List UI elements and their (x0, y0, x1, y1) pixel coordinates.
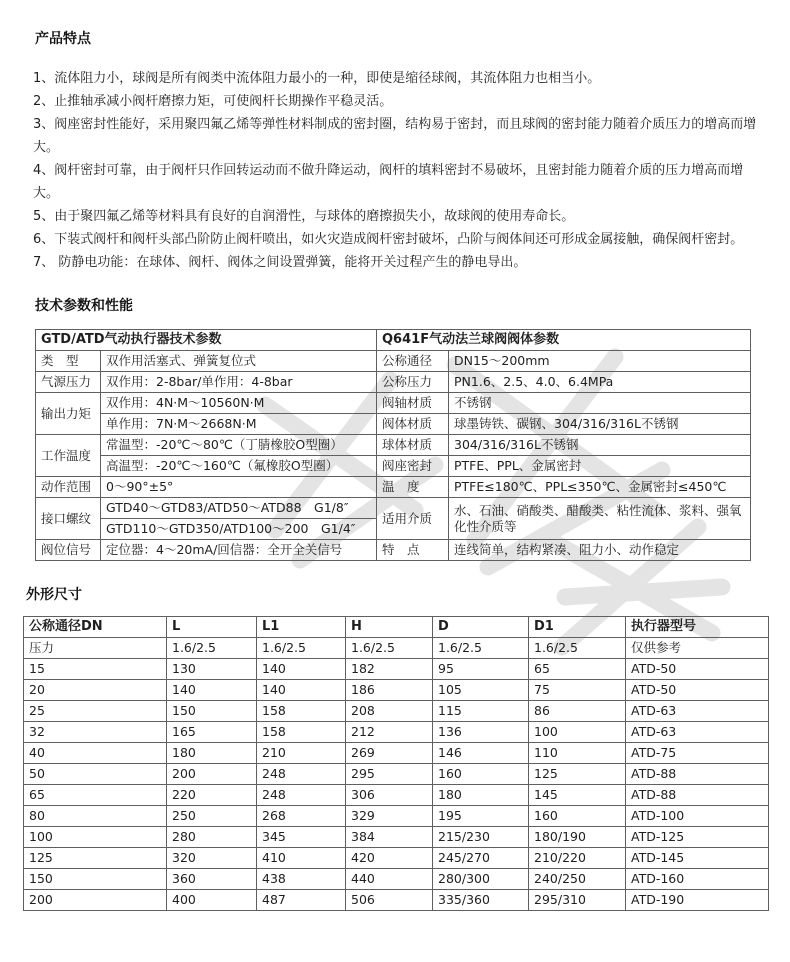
table-cell: 420 (346, 848, 433, 869)
table-cell: 295 (346, 764, 433, 785)
table-cell: 阀位信号 (36, 540, 101, 561)
table-cell: 186 (346, 680, 433, 701)
table-cell: 球墨铸铁、碳钢、304/316/316L不锈钢 (449, 414, 751, 435)
table-row (24, 701, 769, 722)
table-cell: 165 (167, 722, 257, 743)
table-cell: 145 (529, 785, 626, 806)
feature-item: 3、阀座密封性能好，采用聚四氟乙烯等弹性材料制成的密封圈，结构易于密封，而且球阀的密封能力随着介质压力的增高而增大。 (33, 117, 757, 155)
table-row (36, 414, 751, 435)
section-title-dimensions: 外形尺寸 (26, 587, 82, 603)
table-row (24, 890, 769, 911)
table-cell: D (433, 617, 529, 638)
table-cell: 210 (257, 743, 346, 764)
table-cell: 180/190 (529, 827, 626, 848)
table-cell: 100 (529, 722, 626, 743)
table-row (24, 722, 769, 743)
table-cell: 208 (346, 701, 433, 722)
feature-item: 1、流体阻力小，球阀是所有阀类中流体阻力最小的一种，即使是缩径球阀，其流体阻力也相当小。 (33, 71, 601, 86)
feature-item: 4、阀杆密封可靠，由于阀杆只作回转运动而不做升降运动，阀杆的填料密封不易破坏，且密封能力随着介质的压力增高而增大。 (33, 163, 744, 201)
table-row (24, 869, 769, 890)
table-cell: 320 (167, 848, 257, 869)
table-cell: 适用介质 (377, 498, 449, 540)
table-cell: 248 (257, 785, 346, 806)
table-cell: 双作用：2-8bar/单作用：4-8bar (101, 372, 377, 393)
table-cell: 不锈钢 (449, 393, 751, 414)
table-cell: 410 (257, 848, 346, 869)
table-cell: 压力 (24, 638, 167, 659)
table-cell: 140 (257, 680, 346, 701)
table-cell: ATD-63 (626, 722, 769, 743)
table-cell: 阀座密封 (377, 456, 449, 477)
table-cell: 类 型 (36, 351, 101, 372)
table-cell: 250 (167, 806, 257, 827)
table-cell: 105 (433, 680, 529, 701)
table-cell: 212 (346, 722, 433, 743)
table-row (24, 680, 769, 701)
table-cell: D1 (529, 617, 626, 638)
table-cell: ATD-190 (626, 890, 769, 911)
table-cell: 130 (167, 659, 257, 680)
table-cell: 195 (433, 806, 529, 827)
table-cell: 65 (24, 785, 167, 806)
table-cell: 295/310 (529, 890, 626, 911)
table-cell: 1.6/2.5 (529, 638, 626, 659)
table-cell: 双作用：4N·M～10560N·M (101, 393, 377, 414)
table-cell: 140 (257, 659, 346, 680)
table-cell: 20 (24, 680, 167, 701)
table-cell: ATD-88 (626, 785, 769, 806)
table-row (24, 743, 769, 764)
table-cell: 80 (24, 806, 167, 827)
table-cell: 487 (257, 890, 346, 911)
table-row (24, 848, 769, 869)
table-cell: 180 (433, 785, 529, 806)
table-row (36, 498, 751, 519)
table-cell: 125 (24, 848, 167, 869)
table-cell: 280/300 (433, 869, 529, 890)
table-cell: 32 (24, 722, 167, 743)
table-cell: 160 (433, 764, 529, 785)
table-cell: 球体材质 (377, 435, 449, 456)
table-cell: 65 (529, 659, 626, 680)
feature-list (33, 67, 758, 274)
table-cell: 248 (257, 764, 346, 785)
table-cell: 接口螺纹 (36, 498, 101, 540)
table-cell: 280 (167, 827, 257, 848)
table-cell: ATD-88 (626, 764, 769, 785)
table-cell: 仅供参考 (626, 638, 769, 659)
table-cell: 115 (433, 701, 529, 722)
table-cell: 240/250 (529, 869, 626, 890)
table-row (24, 764, 769, 785)
table-cell: 158 (257, 722, 346, 743)
table-cell: 动作范围 (36, 477, 101, 498)
table-cell: PTFE、PPL、金属密封 (449, 456, 751, 477)
table-cell: ATD-145 (626, 848, 769, 869)
table-row (36, 330, 751, 351)
table-cell: GTD110～GTD350/ATD100～200 G1/4″ (101, 519, 377, 540)
table-row (36, 351, 751, 372)
table-cell: 双作用活塞式、弹簧复位式 (101, 351, 377, 372)
table-cell: H (346, 617, 433, 638)
table-cell: 温 度 (377, 477, 449, 498)
table-row (36, 477, 751, 498)
table-cell: 阀轴材质 (377, 393, 449, 414)
table-cell: 440 (346, 869, 433, 890)
table-cell: 常温型：-20℃～80℃（丁腈橡胶O型圈） (101, 435, 377, 456)
table-cell: 气源压力 (36, 372, 101, 393)
table-cell: 400 (167, 890, 257, 911)
table-cell: ATD-50 (626, 680, 769, 701)
section-title-features: 产品特点 (35, 31, 91, 47)
table-cell: 506 (346, 890, 433, 911)
table-cell: L (167, 617, 257, 638)
table-cell: 146 (433, 743, 529, 764)
table-cell: ATD-100 (626, 806, 769, 827)
table-cell: 定位器：4～20mA/回信器：全开全关信号 (101, 540, 377, 561)
table-cell: PTFE≤180℃、PPL≤350℃、金属密封≤450℃ (449, 477, 751, 498)
tech-params-table (35, 329, 751, 561)
table-cell: 连线简单，结构紧凑、阻力小、动作稳定 (449, 540, 751, 561)
table-cell: 329 (346, 806, 433, 827)
table-cell: 160 (529, 806, 626, 827)
table-cell: 200 (167, 764, 257, 785)
table-cell: 输出力矩 (36, 393, 101, 435)
section-title-tech-params: 技术参数和性能 (35, 298, 133, 314)
table-cell: 150 (167, 701, 257, 722)
table-cell: 40 (24, 743, 167, 764)
table-cell: 182 (346, 659, 433, 680)
feature-item: 7、 防静电功能：在球体、阀杆、阀体之间设置弹簧，能将开关过程产生的静电导出。 (33, 255, 527, 270)
table-row (36, 456, 751, 477)
table-cell: 公称压力 (377, 372, 449, 393)
table-cell: 1.6/2.5 (257, 638, 346, 659)
table-cell: 公称通径 (377, 351, 449, 372)
table-cell: 1.6/2.5 (167, 638, 257, 659)
table-cell: 304/316/316L不锈钢 (449, 435, 751, 456)
table-cell: GTD/ATD气动执行器技术参数 (36, 330, 377, 351)
table-row (24, 638, 769, 659)
table-cell: GTD40～GTD83/ATD50～ATD88 G1/8″ (101, 498, 377, 519)
table-cell: 25 (24, 701, 167, 722)
table-cell: 220 (167, 785, 257, 806)
table-cell: 特 点 (377, 540, 449, 561)
table-cell: 210/220 (529, 848, 626, 869)
table-cell: ATD-160 (626, 869, 769, 890)
table-cell: 95 (433, 659, 529, 680)
table-cell: 140 (167, 680, 257, 701)
table-cell: 150 (24, 869, 167, 890)
table-cell: 0～90°±5° (101, 477, 377, 498)
table-cell: Q641F气动法兰球阀阀体参数 (377, 330, 751, 351)
table-cell: L1 (257, 617, 346, 638)
table-cell: 工作温度 (36, 435, 101, 477)
table-cell: 306 (346, 785, 433, 806)
table-cell: ATD-50 (626, 659, 769, 680)
table-cell: 15 (24, 659, 167, 680)
table-cell: 335/360 (433, 890, 529, 911)
table-cell: 269 (346, 743, 433, 764)
table-cell: 75 (529, 680, 626, 701)
table-cell: 245/270 (433, 848, 529, 869)
table-cell: ATD-63 (626, 701, 769, 722)
table-cell: 1.6/2.5 (346, 638, 433, 659)
table-cell: 136 (433, 722, 529, 743)
table-row (24, 806, 769, 827)
table-cell: 384 (346, 827, 433, 848)
table-cell: 345 (257, 827, 346, 848)
table-row (36, 540, 751, 561)
table-cell: 公称通径DN (24, 617, 167, 638)
table-row (36, 435, 751, 456)
feature-item: 6、下装式阀杆和阀杆头部凸阶防止阀杆喷出，如火灾造成阀杆密封破坏，凸阶与阀体间还可形成金属接触，确保阀杆密封。 (33, 232, 744, 247)
table-cell: 200 (24, 890, 167, 911)
table-cell: 438 (257, 869, 346, 890)
table-cell: 158 (257, 701, 346, 722)
table-cell: 水、石油、硝酸类、醋酸类、粘性流体、浆料、强氧化性介质等 (449, 498, 751, 540)
table-row (24, 659, 769, 680)
table-cell: 125 (529, 764, 626, 785)
dimensions-table (23, 616, 769, 911)
table-cell: 50 (24, 764, 167, 785)
table-row (36, 393, 751, 414)
feature-item: 2、止推轴承减小阀杆磨擦力矩，可使阀杆长期操作平稳灵活。 (33, 94, 393, 109)
table-row (24, 617, 769, 638)
table-cell: 100 (24, 827, 167, 848)
table-cell: 阀体材质 (377, 414, 449, 435)
table-row (24, 785, 769, 806)
table-cell: DN15～200mm (449, 351, 751, 372)
table-cell: 1.6/2.5 (433, 638, 529, 659)
table-cell: 执行器型号 (626, 617, 769, 638)
table-cell: ATD-75 (626, 743, 769, 764)
table-row (24, 827, 769, 848)
table-cell: PN1.6、2.5、4.0、6.4MPa (449, 372, 751, 393)
table-cell: 110 (529, 743, 626, 764)
table-cell: 180 (167, 743, 257, 764)
table-cell: 86 (529, 701, 626, 722)
table-cell: 215/230 (433, 827, 529, 848)
table-row (36, 372, 751, 393)
table-cell: 360 (167, 869, 257, 890)
table-cell: 高温型：-20℃～160℃（氟橡胶O型圈） (101, 456, 377, 477)
feature-item: 5、由于聚四氟乙烯等材料具有良好的自润滑性，与球体的磨擦损失小，故球阀的使用寿命长。 (33, 209, 575, 224)
table-cell: 单作用：7N·M～2668N·M (101, 414, 377, 435)
table-cell: 268 (257, 806, 346, 827)
table-cell: ATD-125 (626, 827, 769, 848)
